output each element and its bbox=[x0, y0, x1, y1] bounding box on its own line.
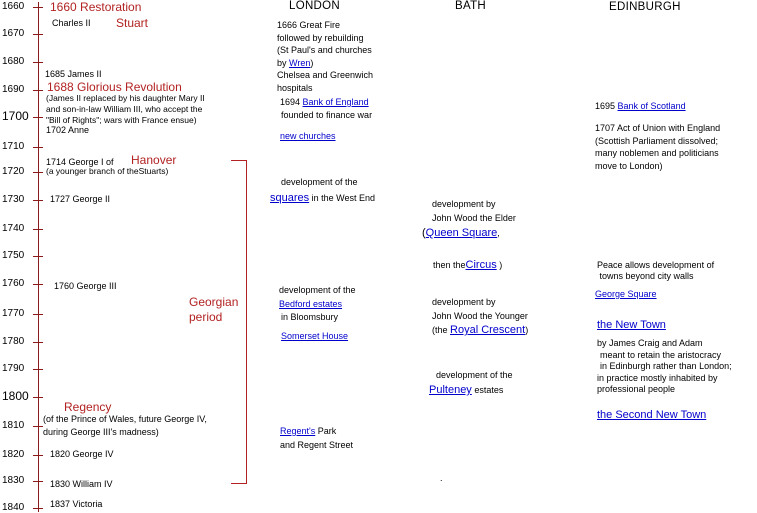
george1-label: 1714 George I of bbox=[46, 157, 114, 167]
year-tick bbox=[33, 369, 43, 370]
year-tick bbox=[33, 117, 43, 118]
year-label: 1820 bbox=[2, 449, 25, 460]
header-edinburgh: EDINBURGH bbox=[609, 1, 681, 13]
year-label: 1720 bbox=[2, 166, 25, 177]
header-london: LONDON bbox=[289, 0, 341, 12]
year-label: 1770 bbox=[2, 308, 25, 319]
bath-queen-square-line: (Queen Square, bbox=[422, 227, 500, 239]
edinburgh-peace: Peace allows development of towns beyond city walls bbox=[597, 260, 715, 281]
year-label: 1760 bbox=[2, 278, 25, 289]
georgian-bracket-top bbox=[231, 160, 247, 161]
william4-label: 1830 William IV bbox=[50, 479, 113, 489]
bath-pulteney-line: Pulteney estates bbox=[429, 384, 504, 396]
year-tick bbox=[33, 90, 43, 91]
victoria-label: 1837 Victoria bbox=[50, 499, 103, 509]
year-tick bbox=[33, 200, 43, 201]
glorious-note: (James II replaced by his daughter Mary II and son-in-law William III, who accept the "Bill of Rights"; wars with France ensue) bbox=[46, 93, 205, 125]
royal-crescent-link[interactable]: Royal Crescent bbox=[450, 324, 526, 336]
bath-dev-pulteney: development of the bbox=[436, 370, 513, 380]
year-tick bbox=[33, 172, 43, 173]
wren-link[interactable]: Wren bbox=[289, 57, 311, 68]
year-label: 1740 bbox=[2, 223, 25, 234]
james-label: 1685 James II bbox=[45, 69, 102, 79]
london-regents: Regent's Park and Regent Street bbox=[280, 426, 354, 450]
regency-note: (of the Prince of Wales, future George IV, during George III's madness) bbox=[43, 414, 207, 437]
london-bedford: development of the Bedford estates in Bloomsbury bbox=[279, 285, 356, 322]
queen-square-link[interactable]: Queen Square bbox=[425, 227, 498, 239]
year-tick bbox=[33, 284, 43, 285]
edinburgh-bank-of-scotland: 1695 Bank of Scotland bbox=[595, 101, 686, 111]
header-bath: BATH bbox=[455, 0, 487, 12]
year-tick bbox=[33, 34, 43, 35]
pulteney-link[interactable]: Pulteney bbox=[429, 384, 472, 396]
year-label: 1830 bbox=[2, 475, 25, 486]
timeline-axis bbox=[38, 2, 39, 512]
hanover-label: Hanover bbox=[131, 153, 177, 167]
charles-label: Charles II bbox=[52, 18, 91, 28]
year-label: 1800 bbox=[2, 389, 29, 403]
bath-royal-crescent-line: (the Royal Crescent) bbox=[432, 324, 529, 336]
regency-label: Regency bbox=[64, 400, 112, 414]
london-squares-line: squares in the West End bbox=[270, 192, 376, 204]
year-tick bbox=[33, 426, 43, 427]
bank-of-england-link[interactable]: Bank of England bbox=[302, 97, 369, 107]
regents-park-link[interactable]: Regent's bbox=[280, 426, 316, 436]
london-bank-of-england: 1694 Bank of England founded to finance war bbox=[280, 97, 373, 120]
year-tick bbox=[33, 314, 43, 315]
london-great-fire: 1666 Great Fire followed by rebuilding (St Paul's and churches by Wren) Chelsea and Greenwich hospitals bbox=[277, 20, 374, 93]
year-label: 1750 bbox=[2, 250, 25, 261]
london-dev-squares: development of the bbox=[281, 177, 358, 187]
year-label: 1710 bbox=[2, 141, 25, 152]
george-square-link[interactable]: George Square bbox=[595, 289, 657, 299]
second-new-town-link[interactable]: the Second New Town bbox=[597, 409, 707, 421]
year-tick bbox=[33, 229, 43, 230]
georgian-label: Georgian period bbox=[189, 295, 239, 324]
year-tick bbox=[33, 397, 43, 398]
year-label: 1810 bbox=[2, 420, 25, 431]
year-label: 1730 bbox=[2, 194, 25, 205]
restoration-label: 1660 Restoration bbox=[50, 0, 142, 14]
squares-link[interactable]: squares bbox=[270, 192, 310, 204]
year-label: 1690 bbox=[2, 84, 25, 95]
stuart-label: Stuart bbox=[116, 16, 149, 30]
year-tick bbox=[33, 62, 43, 63]
year-tick bbox=[33, 147, 43, 148]
georgian-bracket-line bbox=[246, 160, 247, 484]
edinburgh-craig: by James Craig and Adam meant to retain the aristocracy in Edinburgh rather than London; in practice mostly inhabited by professional people bbox=[597, 338, 732, 394]
bath-circus-line: then theCircus ) bbox=[433, 259, 503, 271]
new-town-link[interactable]: the New Town bbox=[597, 319, 666, 331]
new-churches-link[interactable]: new churches bbox=[280, 131, 336, 141]
year-label: 1680 bbox=[2, 56, 25, 67]
anne-label: 1702 Anne bbox=[46, 125, 90, 135]
bath-younger: development by John Wood the Younger bbox=[432, 297, 528, 321]
george2-label: 1727 George II bbox=[50, 194, 111, 204]
george1-note: (a younger branch of theStuarts) bbox=[46, 166, 169, 176]
year-tick bbox=[33, 342, 43, 343]
georgian-bracket-bottom bbox=[231, 483, 247, 484]
year-tick bbox=[33, 7, 43, 8]
edinburgh-union: 1707 Act of Union with England (Scottish Parliament dissolved; many noblemen and politicians move to London) bbox=[595, 123, 721, 171]
glorious-label: 1688 Glorious Revolution bbox=[47, 80, 182, 94]
george3-label: 1760 George III bbox=[54, 281, 117, 291]
year-label: 1790 bbox=[2, 363, 25, 374]
george4-label: 1820 George IV bbox=[50, 449, 114, 459]
year-tick bbox=[33, 481, 43, 482]
bath-elder: development by John Wood the Elder bbox=[432, 199, 516, 223]
somerset-house-link[interactable]: Somerset House bbox=[281, 331, 349, 341]
year-tick bbox=[33, 508, 43, 509]
bath-dot: . bbox=[440, 473, 443, 483]
bedford-estates-link[interactable]: Bedford estates bbox=[279, 298, 343, 309]
circus-link[interactable]: Circus bbox=[465, 259, 497, 271]
year-label: 1660 bbox=[2, 1, 25, 12]
year-label: 1780 bbox=[2, 336, 25, 347]
year-label: 1670 bbox=[2, 28, 25, 39]
bank-of-scotland-link[interactable]: Bank of Scotland bbox=[617, 101, 686, 111]
year-tick bbox=[33, 455, 43, 456]
year-label: 1700 bbox=[2, 109, 29, 123]
year-tick bbox=[33, 256, 43, 257]
year-label: 1840 bbox=[2, 502, 25, 513]
